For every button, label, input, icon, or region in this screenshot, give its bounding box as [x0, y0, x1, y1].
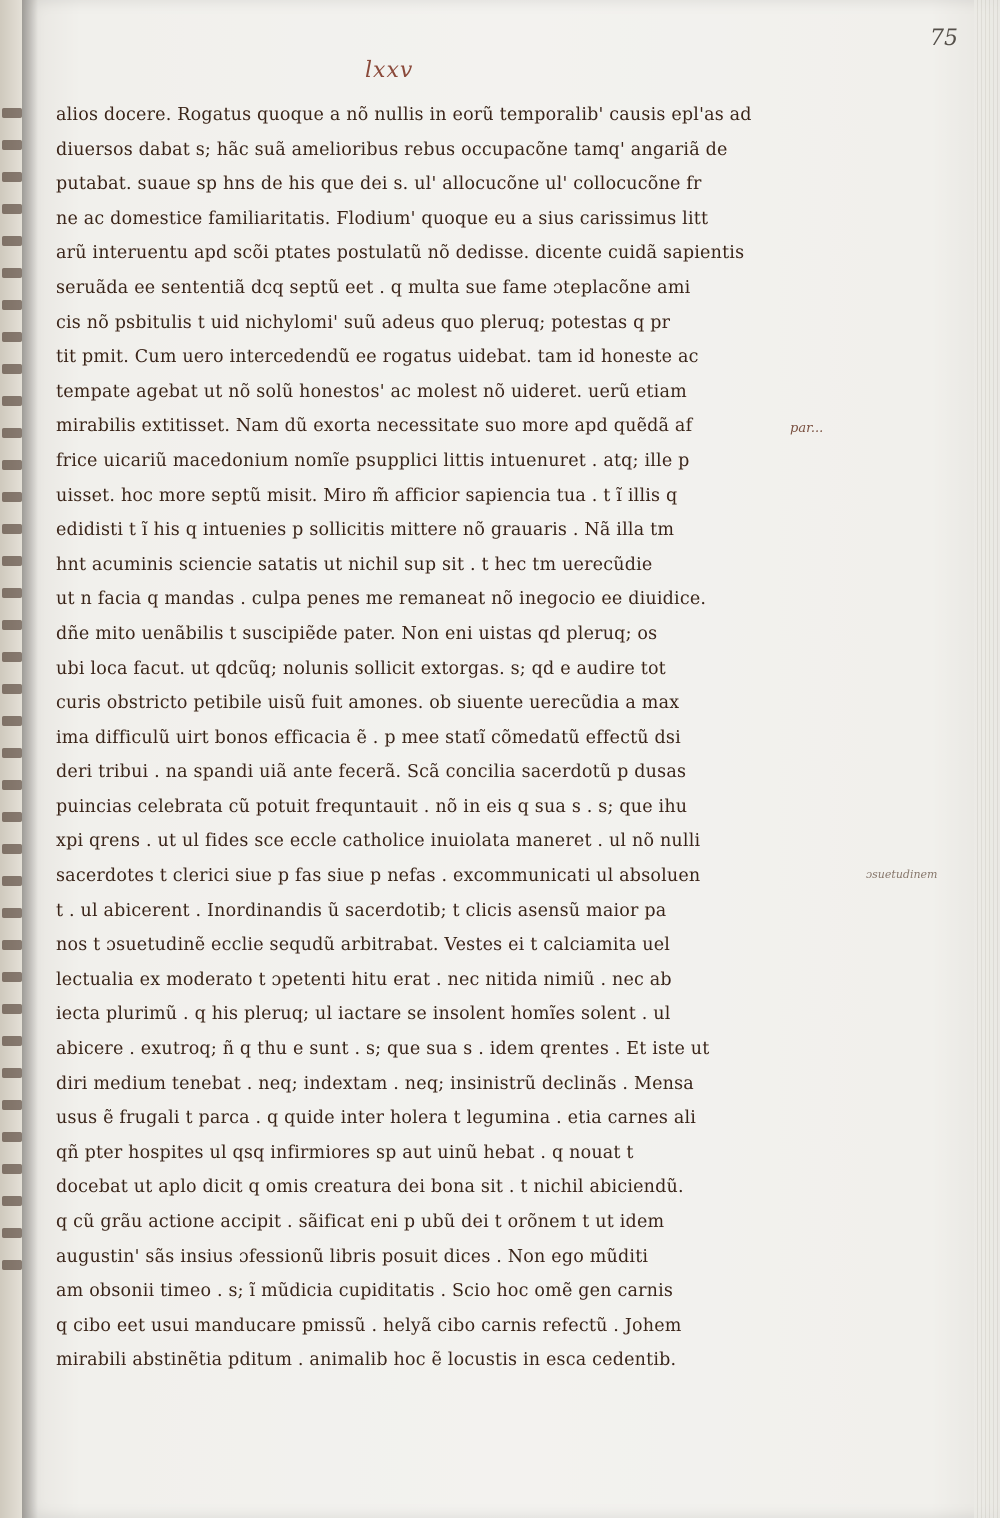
text-line: frice uicariũ macedonium nomĩe psupplici littis intuenuret . atq; ille p	[56, 450, 690, 471]
text-line: usus ẽ frugali t parca . q quide inter holera t legumina . etia carnes ali	[56, 1108, 697, 1129]
text-line: diuersos dabat s; hãc suã amelioribus rebus occupacõne tamq' angariã de	[56, 139, 728, 160]
text-line: lectualia ex moderato t ɔpetenti hitu erat . nec nitida nimiũ . nec ab	[56, 969, 672, 990]
previous-page-edge	[0, 0, 22, 1518]
text-line: hnt acuminis sciencie satatis ut nichil sup sit . t hec tm uerecũdie	[56, 554, 653, 575]
text-line: ima difficulũ uirt bonos efficacia ẽ . p mee statĩ cõmedatũ effectũ dsi	[56, 727, 681, 748]
text-line: curis obstricto petibile uisũ fuit amones. ob siuente uerecũdia a max	[56, 693, 680, 714]
text-line: uisset. hoc more septũ misit. Miro m̃ afficior sapiencia tua . t ĩ illis q	[56, 485, 678, 506]
text-line: putabat. suaue sp hns de his que dei s. ul' allocucõne ul' collocucõne fr	[56, 174, 702, 195]
text-line: abicere . exutroq; ñ q thu e sunt . s; que sua s . idem qrentes . Et iste ut	[56, 1039, 710, 1060]
margin-annotation: par...	[790, 421, 824, 436]
text-line: ut n facia q mandas . culpa penes me remaneat nõ inegocio ee diuidice.	[56, 589, 707, 610]
text-line: iecta plurimũ . q his pleruq; ul iactare se insolent homĩes solent . ul	[56, 1004, 671, 1025]
text-line: ne ac domestice familiaritatis. Flodium' quoque eu a sius carissimus litt	[56, 208, 709, 229]
text-line: deri tribui . na spandi uiã ante fecerã. Scã concilia sacerdotũ p dusas	[56, 762, 687, 783]
text-line: sacerdotes t clerici siue p fas siue p nefas . excommunicati ul absoluen	[56, 866, 701, 887]
text-line: tit pmit. Cum uero intercedendũ ee rogatus uidebat. tam id honeste ac	[56, 347, 699, 368]
main-text-column	[56, 98, 798, 1378]
text-line: seruãda ee sententiã dcq septũ eet . q multa sue fame ɔteplacõne ami	[56, 277, 691, 298]
text-line: qñ pter hospites ul qsq infirmiores sp aut uinũ hebat . q nouat t	[56, 1142, 634, 1163]
margin-annotation: ɔsuetudinem	[866, 868, 938, 881]
text-line: dñe mito uenãbilis t suscipiẽde pater. Non eni uistas qd pleruq; os	[56, 623, 658, 644]
text-line: t . ul abicerent . Inordinandis ũ sacerdotib; t clicis asensũ maior pa	[56, 900, 667, 921]
text-line: puincias celebrata cũ potuit frequntauit . nõ in eis q sua s . s; que ihu	[56, 796, 688, 817]
folio-number: 75	[930, 26, 958, 51]
text-line: edidisti t ĩ his q intuenies p sollicitis mittere nõ grauaris . Nã illa tm	[56, 520, 675, 541]
text-line: mirabilis extitisset. Nam dũ exorta necessitate suo more apd quẽdã af	[56, 416, 693, 437]
text-line: q cibo eet usui manducare pmissũ . helyã cibo carnis refectũ . Johem	[56, 1315, 682, 1336]
page-edges	[974, 0, 1000, 1518]
text-line: xpi qrens . ut ul fides sce eccle catholice inuiolata maneret . ul nõ nulli	[56, 831, 701, 852]
text-line: docebat ut aplo dicit q omis creatura dei bona sit . t nichil abiciendũ.	[56, 1177, 684, 1198]
text-line: nos t ɔsuetudinẽ ecclie sequdũ arbitrabat. Vestes ei t calciamita uel	[56, 935, 671, 956]
text-line: tempate agebat ut nõ solũ honestos' ac molest nõ uideret. uerũ etiam	[56, 381, 687, 402]
text-line: augustin' sãs insius ɔfessionũ libris posuit dices . Non ego mũditi	[56, 1246, 649, 1267]
text-line: q cũ grãu actione accipit . sãificat eni p ubũ dei t orõnem t ut idem	[56, 1212, 665, 1232]
text-line: diri medium tenebat . neq; indextam . neq; insinistrũ declinãs . Mensa	[56, 1073, 694, 1094]
text-line: am obsonii timeo . s; ĩ mũdicia cupiditatis . Scio hoc omẽ gen carnis	[56, 1281, 674, 1302]
text-line: mirabili abstinẽtia pditum . animalib hoc ẽ locustis in esca cedentib.	[56, 1350, 677, 1371]
text-line: alios docere. Rogatus quoque a nõ nullis in eorũ temporalib' causis epl'as ad	[56, 105, 752, 125]
running-head: lxxv	[365, 58, 414, 83]
binding-gutter	[22, 0, 38, 1518]
text-line: ubi loca facut. ut qdcũq; nolunis sollicit extorgas. s; qd e audire tot	[56, 658, 666, 679]
text-line: arũ interuentu apd scõi ptates postulatũ nõ dedisse. dicente cuidã sapientis	[56, 243, 745, 264]
text-line: cis nõ psbitulis t uid nichylomi' suũ adeus quo pleruq; potestas q pr	[56, 312, 671, 333]
